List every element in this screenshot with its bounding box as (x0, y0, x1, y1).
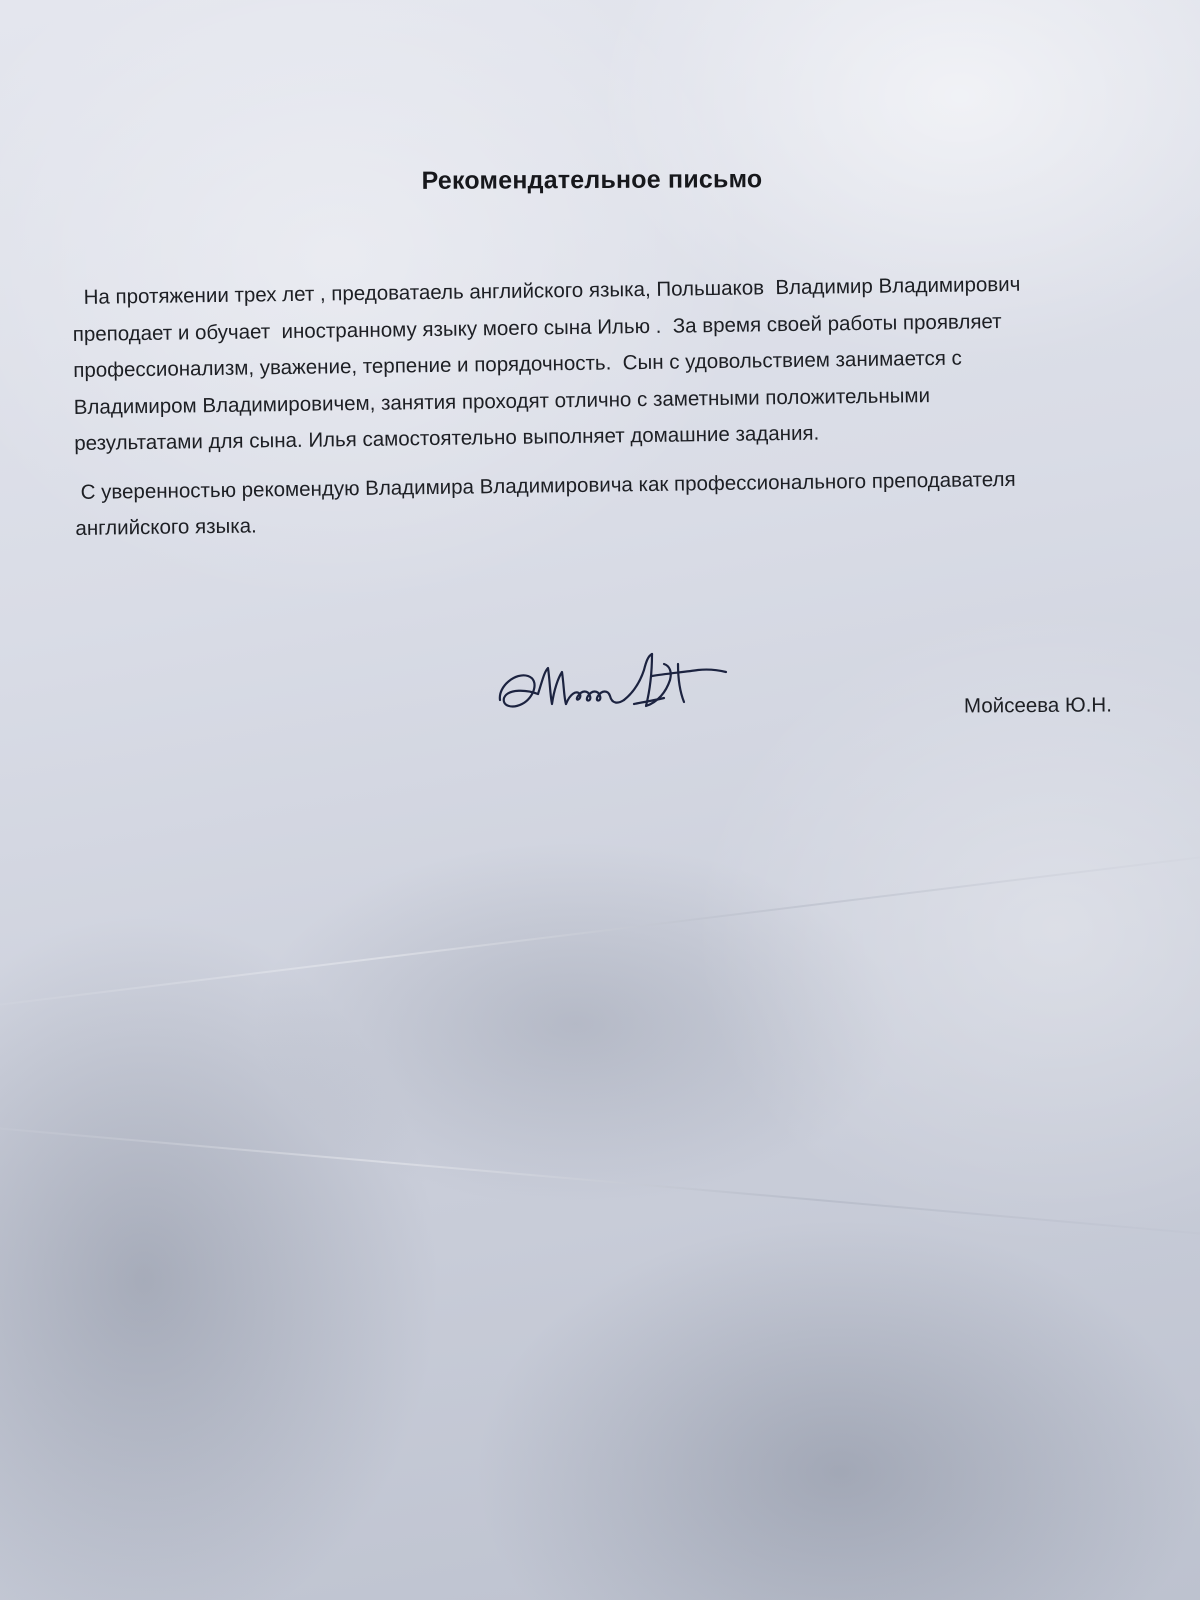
text-line: Владимиром Владимировичем, занятия проходят отлично с заметными положительными (73, 383, 931, 419)
letter-title: Рекомендательное письмо (421, 165, 763, 195)
text-line: профессионализм, уважение, терпение и порядочность. Сын с удовольствием занимается с (73, 346, 962, 382)
letter-body (72, 265, 1136, 547)
text-line: На протяжении трех лет , предоватаель английского языка, Польшаков Владимир Владимирович (72, 272, 1021, 309)
text-line: С уверенностью рекомендую Владимира Владимировича как профессионального преподавателя (74, 467, 1016, 504)
paragraph-1 (72, 265, 1134, 462)
text-line: результатами для сына. Илья самостоятельно выполняет домашние задания. (74, 421, 820, 455)
text-line: преподает и обучает иностранному языку моего сына Илью . За время своей работы проявляет (72, 309, 1002, 346)
text-line: английского языка. (75, 514, 257, 540)
handwritten-signature (494, 642, 744, 732)
signer-name: Мойсеева Ю.Н. (963, 693, 1112, 718)
paragraph-2 (75, 460, 1136, 548)
